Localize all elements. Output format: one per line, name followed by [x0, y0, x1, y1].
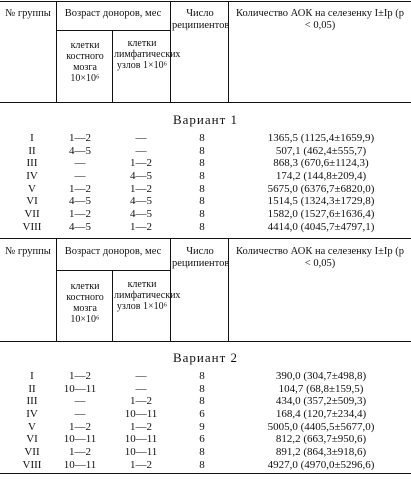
table-row [0, 395, 411, 408]
marrow-age: 1—2 [69, 446, 91, 459]
aok-value: 104,7 (68,8±159,5) [278, 382, 364, 395]
marrow-age: 4—5 [69, 195, 91, 208]
recipients-count: 8 [199, 446, 205, 459]
table-row [0, 370, 411, 383]
aok-value: 5005,0 (4405,5±5677,0) [267, 420, 375, 433]
header2-aok: Количество АОК на селезенку I±Ip (p < 0,05) [236, 246, 404, 269]
variant2-rows [0, 370, 411, 472]
marrow-age: 10—11 [63, 433, 97, 446]
marrow-age: 4—5 [69, 220, 91, 233]
header2-marrow-cells: клетки костного мозга 10×10⁶ [66, 281, 104, 325]
header2-group: № группы [5, 246, 51, 257]
table-row [0, 446, 411, 459]
recipients-count: 6 [199, 433, 205, 446]
table-row [0, 170, 411, 183]
aok-value: 891,2 (864,3±918,6) [275, 446, 367, 459]
recipients-count: 8 [199, 195, 205, 208]
header2-divider-2 [112, 270, 113, 341]
group-number: V [28, 420, 36, 433]
header1-marrow-cells: клетки костного мозга 10×10⁶ [66, 40, 104, 84]
aok-value: 507,1 (462,4±555,7) [275, 144, 367, 157]
recipients-count: 8 [199, 220, 205, 233]
recipients-count: 8 [199, 144, 205, 157]
recipients-count: 8 [199, 395, 205, 408]
header1-divider-1 [56, 1, 57, 102]
group-number: VII [24, 446, 40, 459]
group-number: VIII [22, 458, 42, 471]
lymph-age: 10—11 [124, 446, 158, 459]
table-row [0, 433, 411, 446]
group-number: II [28, 144, 36, 157]
lymph-age: — [135, 370, 147, 382]
header2-recipients: Число реципиентов [172, 246, 230, 269]
table-row [0, 157, 411, 170]
lymph-age: 1—2 [130, 182, 152, 195]
header2-donor-age: Возраст доноров, мес [64, 246, 162, 257]
aok-value: 868,3 (670,6±1124,3) [273, 157, 369, 170]
group-number: I [30, 370, 34, 382]
marrow-age: 4—5 [69, 144, 91, 157]
group-number: II [28, 382, 36, 395]
marrow-age: 1—2 [69, 182, 91, 195]
marrow-age: 1—2 [69, 132, 91, 144]
marrow-age: — [74, 408, 86, 421]
table-row [0, 383, 411, 396]
lymph-age: 4—5 [130, 170, 152, 183]
table-bottom-rule [0, 473, 411, 474]
recipients-count: 8 [199, 182, 205, 195]
aok-value: 5675,0 (6376,7±6820,0) [267, 182, 375, 195]
lymph-age: 1—2 [130, 458, 152, 471]
recipients-count: 8 [199, 208, 205, 221]
table-row [0, 132, 411, 145]
header1-bottom-rule [0, 102, 411, 103]
lymph-age: 4—5 [130, 208, 152, 221]
group-number: I [30, 132, 34, 144]
header1-group: № группы [5, 8, 51, 19]
lymph-age: 1—2 [130, 420, 152, 433]
lymph-age: — [135, 132, 147, 144]
marrow-age: 1—2 [69, 370, 91, 382]
header1-donor-age: Возраст доноров, мес [64, 8, 162, 19]
aok-value: 174,2 (144,8±209,4) [275, 170, 367, 183]
header2-subrule [56, 270, 170, 271]
aok-value: 812,2 (663,7±950,6) [275, 433, 367, 446]
header1-aok: Количество АОК на селезенку I±Ip (p < 0,05) [236, 8, 404, 31]
recipients-count: 8 [199, 132, 205, 144]
header1-lymph-cells: клетки лимфатических узлов 1×10⁶ [114, 38, 181, 71]
group-number: VI [26, 433, 38, 446]
lymph-age: — [135, 144, 147, 157]
lymph-age: 4—5 [130, 195, 152, 208]
marrow-age: 10—11 [63, 382, 97, 395]
table-row [0, 408, 411, 421]
marrow-age: 1—2 [69, 208, 91, 221]
recipients-count: 6 [199, 408, 205, 421]
table-row [0, 195, 411, 208]
group-number: VII [24, 208, 40, 221]
header2-bottom-rule [0, 341, 411, 342]
marrow-age: 1—2 [69, 420, 91, 433]
aok-value: 390,0 (304,7±498,8) [275, 370, 367, 382]
header2-divider-4 [228, 238, 229, 341]
header2-lymph-cells: клетки лимфатических узлов 1×10⁶ [114, 279, 181, 312]
recipients-count: 9 [199, 420, 205, 433]
table-row [0, 459, 411, 472]
lymph-age: 1—2 [130, 395, 152, 408]
recipients-count: 8 [199, 382, 205, 395]
table-row [0, 145, 411, 158]
variant2-title: Вариант 2 [172, 350, 239, 365]
header1-subrule [56, 30, 170, 31]
table-row [0, 183, 411, 196]
aok-value: 434,0 (357,2±509,3) [275, 395, 367, 408]
lymph-age: 10—11 [124, 408, 158, 421]
marrow-age: 10—11 [63, 458, 97, 471]
variant1-rows [0, 132, 411, 234]
marrow-age: — [74, 170, 86, 183]
aok-value: 4414,0 (4045,7±4797,1) [267, 220, 375, 233]
lymph-age: 1—2 [130, 157, 152, 170]
group-number: VIII [22, 220, 42, 233]
group-number: III [26, 157, 38, 170]
recipients-count: 8 [199, 157, 205, 170]
lymph-age: — [135, 382, 147, 395]
header2-top-rule [0, 238, 411, 239]
header1-recipients: Число реципиентов [172, 8, 230, 31]
recipients-count: 8 [199, 370, 205, 382]
lymph-age: 1—2 [130, 220, 152, 233]
header1-divider-2 [112, 30, 113, 102]
aok-value: 168,4 (120,7±234,4) [275, 408, 367, 421]
header2-divider-1 [56, 238, 57, 341]
variant1-title: Вариант 1 [172, 112, 239, 127]
recipients-count: 8 [199, 170, 205, 183]
marrow-age: — [74, 157, 86, 170]
aok-value: 1582,0 (1527,6±1636,4) [267, 208, 375, 221]
marrow-age: — [74, 395, 86, 408]
table-row [0, 208, 411, 221]
table-row [0, 421, 411, 434]
aok-value: 1514,5 (1324,3±1729,8) [267, 195, 375, 208]
header1-divider-4 [228, 1, 229, 102]
group-number: IV [26, 170, 38, 183]
aok-value: 4927,0 (4970,0±5296,6) [267, 458, 375, 471]
header1-top-rule [0, 1, 411, 2]
aok-value: 1365,5 (1125,4±1659,9) [267, 132, 375, 144]
recipients-count: 8 [199, 458, 205, 471]
lymph-age: 10—11 [124, 433, 158, 446]
table-row [0, 221, 411, 234]
group-number: IV [26, 408, 38, 421]
group-number: V [28, 182, 36, 195]
group-number: VI [26, 195, 38, 208]
group-number: III [26, 395, 38, 408]
